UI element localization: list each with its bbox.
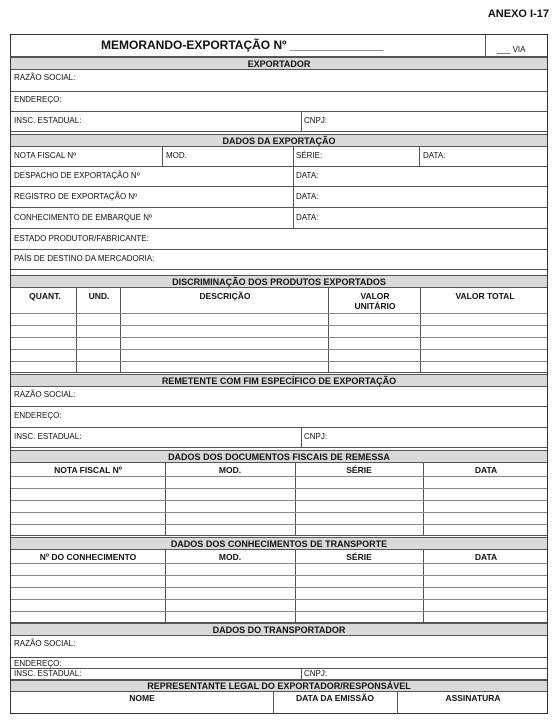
representante-row[interactable] — [11, 692, 547, 714]
despacho-row[interactable] — [11, 167, 547, 187]
pais-row[interactable] — [11, 250, 547, 270]
col-valor-total: VALOR TOTAL — [455, 291, 515, 301]
remetente-razao-row[interactable] — [11, 387, 547, 407]
transportador-insc-row[interactable] — [11, 669, 547, 680]
label: MOD. — [166, 151, 187, 160]
col-descricao: DESCRIÇÃO — [199, 291, 251, 301]
label: ESTADO PRODUTOR/FABRICANTE: — [14, 234, 149, 243]
col-valor-unitario-2: UNITÁRIO — [354, 301, 396, 311]
estado-row[interactable] — [11, 229, 547, 250]
col-data-emissao: DATA DA EMISSÃO — [296, 693, 374, 703]
representante-header: REPRESENTANTE LEGAL DO EXPORTADOR/RESPONSÁVEL — [11, 680, 547, 692]
label: PAÍS DE DESTINO DA MERCADORIA: — [14, 254, 155, 263]
label: RAZÃO SOCIAL: — [14, 390, 76, 399]
produtos-table[interactable] — [11, 288, 547, 373]
col-quant: QUANT. — [29, 291, 61, 301]
annex-label: ANEXO I-17 — [487, 8, 549, 20]
label: DATA: — [296, 213, 319, 222]
documentos-fiscais-header: DADOS DOS DOCUMENTOS FISCAIS DE REMESSA — [11, 450, 547, 463]
label: CNPJ: — [304, 669, 328, 678]
discriminacao-header: DISCRIMINAÇÃO DOS PRODUTOS EXPORTADOS — [11, 275, 547, 288]
label: ENDEREÇO: — [14, 411, 62, 420]
label: SÉRIE: — [296, 151, 323, 160]
conhecimento-embarque-row[interactable] — [11, 208, 547, 229]
conhecimentos-table[interactable] — [11, 550, 547, 623]
label: ENDEREÇO: — [14, 659, 62, 668]
label: RAZÃO SOCIAL: — [14, 639, 76, 648]
col-serie: SÉRIE — [346, 552, 372, 562]
transportador-endereco-row[interactable] — [11, 658, 547, 669]
exportador-razao-row[interactable] — [11, 70, 547, 92]
label: DATA: — [296, 171, 319, 180]
label: INSC. ESTADUAL: — [14, 669, 82, 678]
col-numero-conhecimento: Nº DO CONHECIMENTO — [39, 552, 137, 562]
col-valor-unitario: VALOR — [360, 291, 390, 301]
col-mod: MOD. — [218, 552, 242, 562]
col-und: UND. — [88, 291, 110, 301]
exportador-endereco-row[interactable] — [11, 92, 547, 112]
col-data: DATA — [474, 552, 498, 562]
registro-row[interactable] — [11, 187, 547, 208]
conhecimentos-header: DADOS DOS CONHECIMENTOS DE TRANSPORTE — [11, 537, 547, 550]
label: DESPACHO DE EXPORTAÇÃO Nº — [14, 171, 140, 180]
label: REGISTRO DE EXPORTAÇÃO Nº — [14, 192, 138, 201]
nota-fiscal-row[interactable] — [11, 147, 547, 167]
label: NOTA FISCAL Nº — [14, 151, 77, 160]
label: CNPJ: — [304, 116, 328, 125]
exportador-insc-row[interactable] — [11, 112, 547, 132]
title-row — [11, 35, 547, 57]
col-serie: SÉRIE — [346, 465, 372, 475]
label: CNPJ: — [304, 432, 328, 441]
remetente-header: REMETENTE COM FIM ESPECÍFICO DE EXPORTAÇÃO — [11, 374, 547, 387]
memorando-form — [10, 34, 548, 714]
label: DATA: — [423, 151, 446, 160]
form-title: MEMORANDO-EXPORTAÇÃO Nº ______________ — [101, 38, 384, 52]
transportador-razao-row[interactable] — [11, 636, 547, 658]
label: INSC. ESTADUAL: — [14, 116, 82, 125]
via-label: ___ VIA — [497, 45, 526, 54]
documentos-fiscais-table[interactable] — [11, 463, 547, 536]
label: CONHECIMENTO DE EMBARQUE Nº — [14, 213, 152, 222]
label: DATA: — [296, 192, 319, 201]
col-nome: NOME — [129, 693, 155, 703]
label: INSC. ESTADUAL: — [14, 432, 82, 441]
dados-exportacao-header: DADOS DA EXPORTAÇÃO — [11, 134, 547, 147]
transportador-header: DADOS DO TRANSPORTADOR — [11, 623, 547, 636]
col-mod: MOD. — [218, 465, 242, 475]
exportador-header: EXPORTADOR — [11, 57, 547, 70]
label: RAZÃO SOCIAL: — [14, 73, 76, 82]
label: ENDEREÇO: — [14, 95, 62, 104]
col-assinatura: ASSINATURA — [445, 693, 501, 703]
remetente-endereco-row[interactable] — [11, 407, 547, 428]
col-nota-fiscal: NOTA FISCAL Nº — [54, 465, 122, 475]
col-data: DATA — [474, 465, 498, 475]
remetente-insc-row[interactable] — [11, 428, 547, 448]
